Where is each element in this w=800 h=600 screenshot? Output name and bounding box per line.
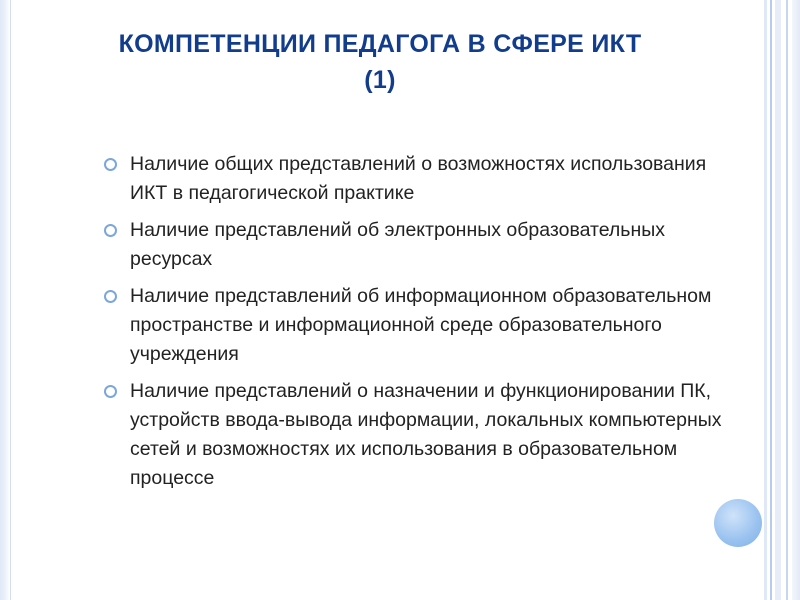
right-frame-stripe	[786, 0, 788, 600]
left-frame-bar	[0, 0, 10, 600]
right-frame-stripe	[792, 0, 800, 600]
bullet-item	[100, 216, 740, 274]
bullet-text: Наличие представлений об информационном образовательном пространстве и информационной среде образовательного учреждения	[130, 285, 712, 365]
circle-bullet-icon	[104, 290, 117, 303]
circle-bullet-icon	[104, 224, 117, 237]
bullet-item	[100, 282, 740, 369]
slide-title: КОМПЕТЕНЦИИ ПЕДАГОГА В СФЕРЕ ИКТ (1)	[118, 30, 642, 94]
right-frame-stripe	[775, 0, 781, 600]
right-frame-stripe	[770, 0, 772, 600]
right-frame-stripe	[764, 0, 767, 600]
circle-bullet-icon	[104, 158, 117, 171]
bullet-text: Наличие представлений о назначении и функционировании ПК, устройств ввода-вывода информации, локальных компьютерных сетей и возможностях их использования в образовательном процессе	[130, 380, 722, 489]
bullet-item	[100, 150, 740, 208]
circle-bullet-icon	[104, 385, 117, 398]
bullet-list	[100, 150, 740, 501]
bullet-item	[100, 377, 740, 493]
decorative-circle-icon	[714, 499, 762, 547]
bullet-text: Наличие представлений об электронных образовательных ресурсах	[130, 219, 665, 270]
left-frame-line	[10, 0, 11, 600]
bullet-text: Наличие общих представлений о возможностях использования ИКТ в педагогической практике	[130, 153, 707, 204]
